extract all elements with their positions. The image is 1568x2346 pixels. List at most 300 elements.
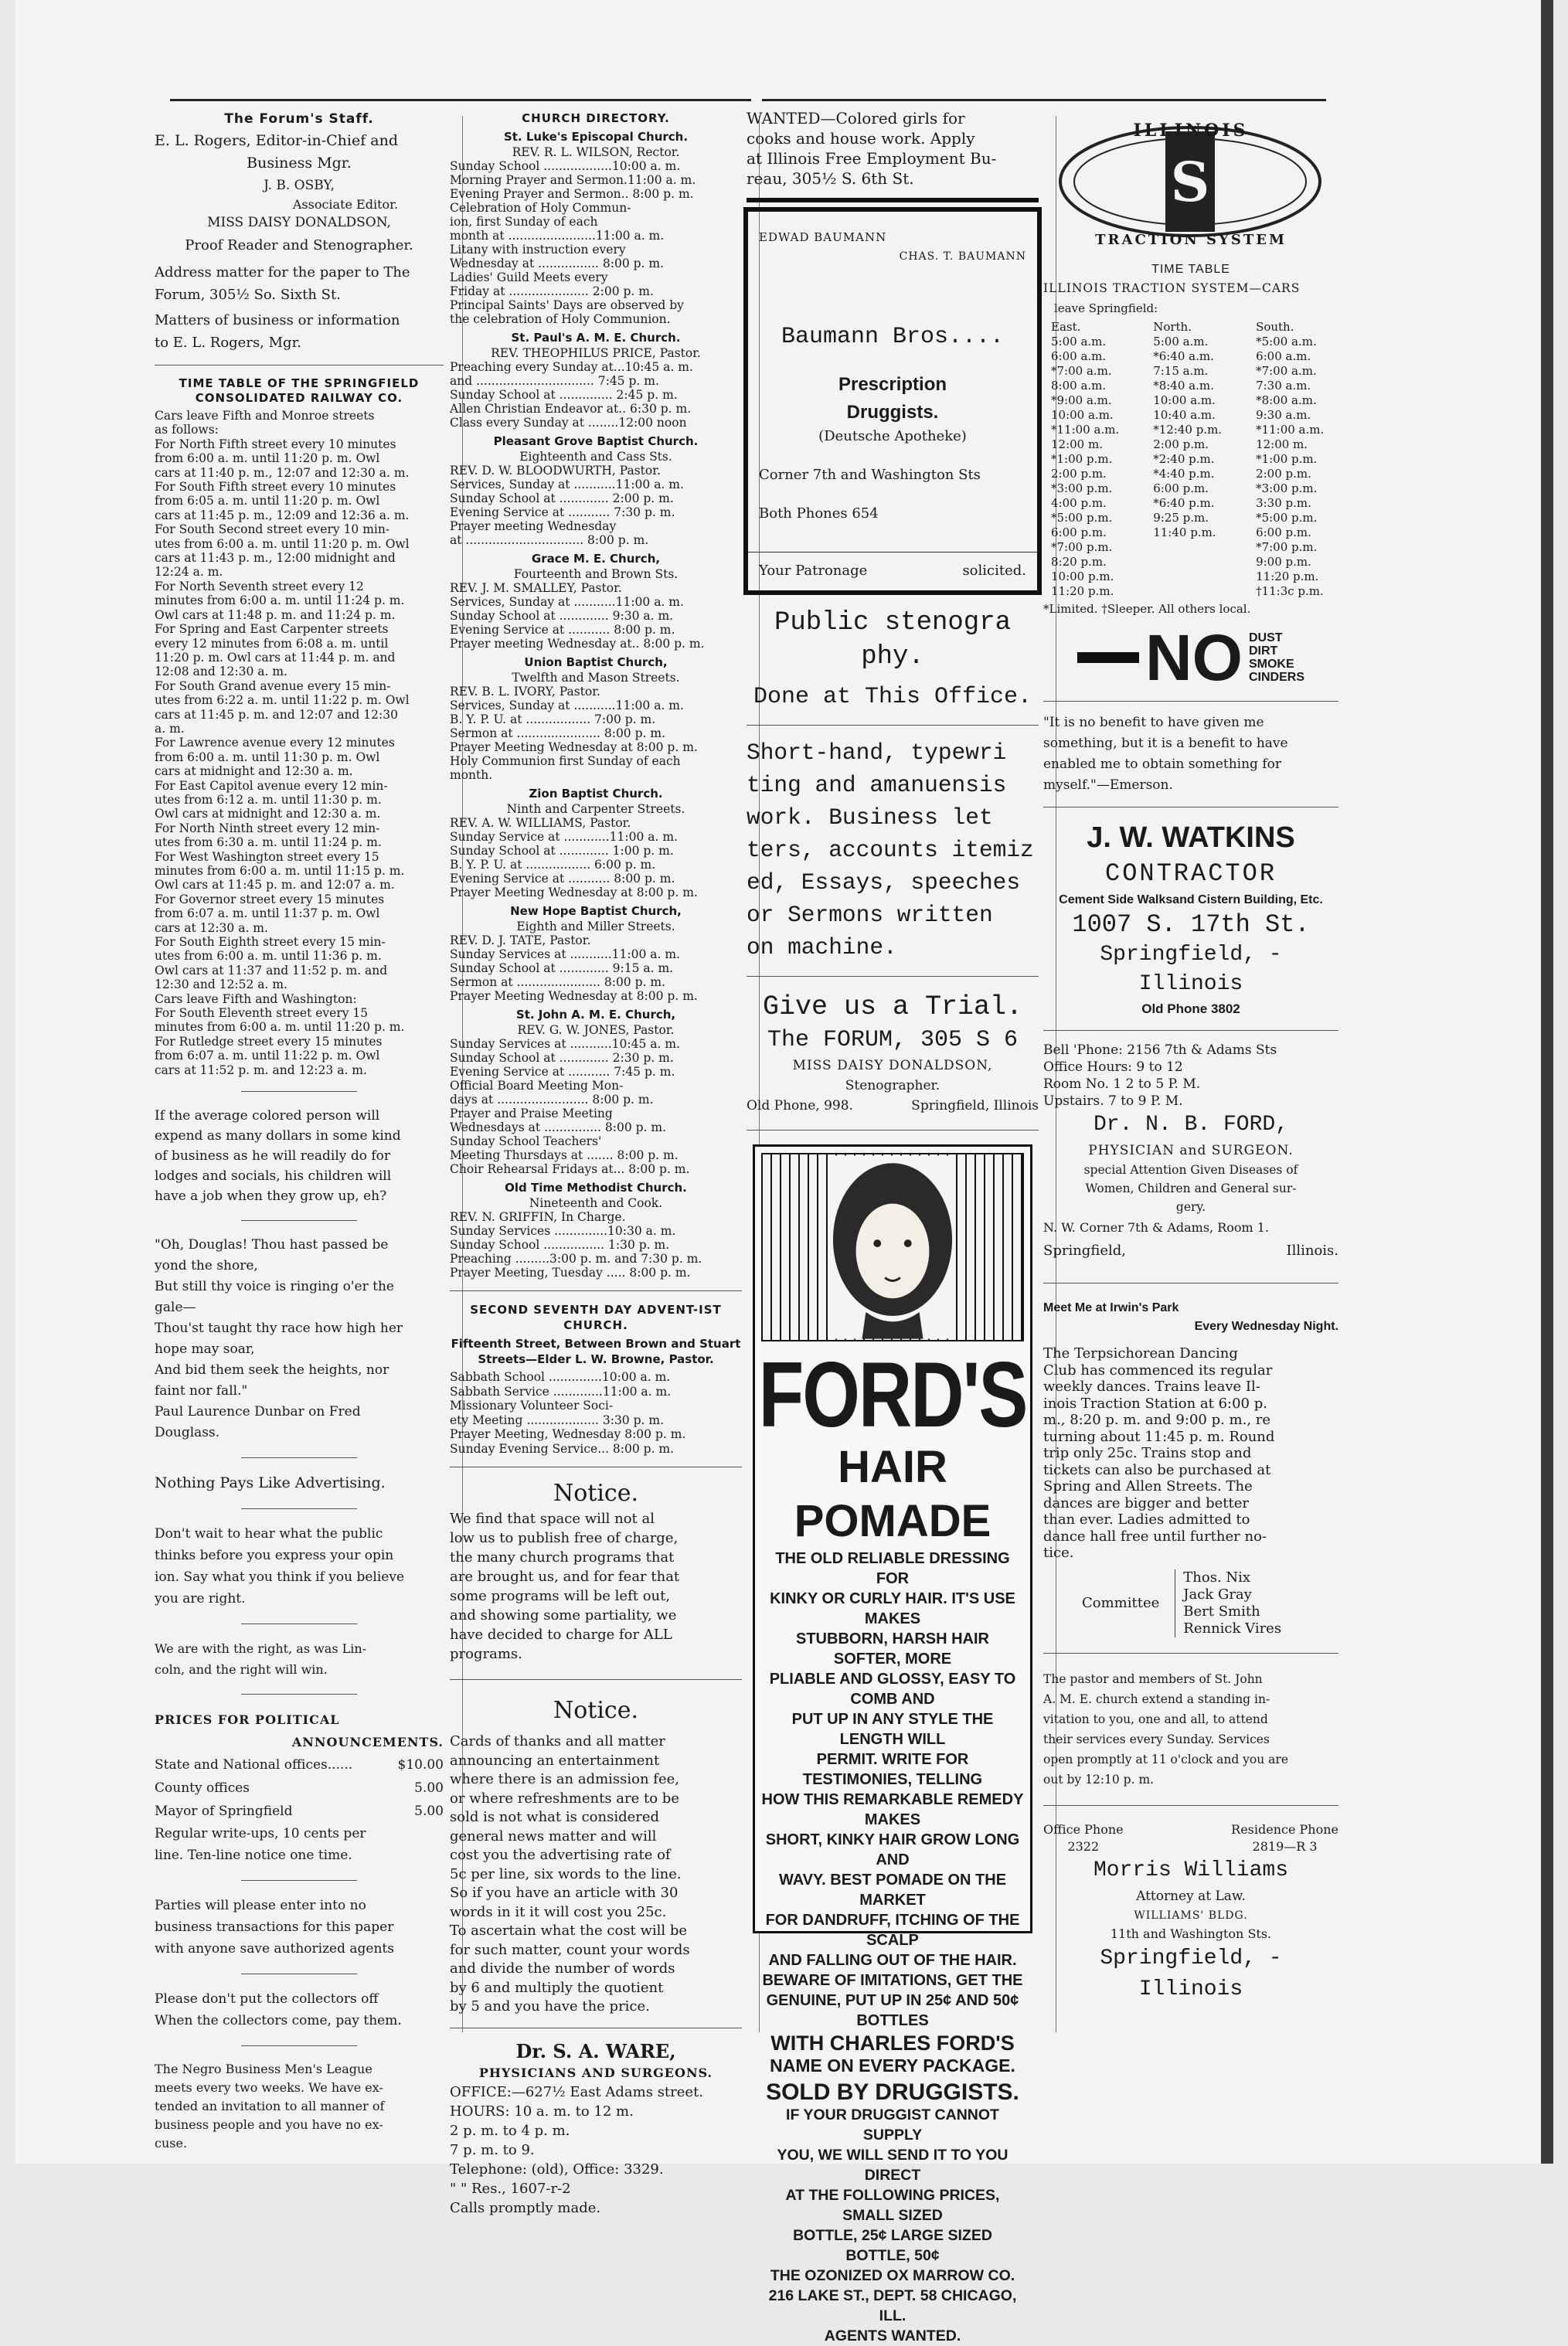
text-line: So if you have an article with 30 — [450, 1885, 679, 1901]
church-line: Prayer meeting Wednesday at.. 8:00 p. m. — [450, 637, 705, 651]
rail-lines — [155, 409, 444, 1077]
text-line: myself."—Emerson. — [1043, 777, 1173, 793]
rail-line: utes from 6:30 a. m. until 11:24 p. m. — [155, 835, 382, 850]
tt-cell: *3:00 p.m. — [1051, 481, 1113, 495]
church-line: month at .......................11:00 a. m. — [450, 229, 665, 243]
prices-list — [155, 1753, 444, 1823]
text-line: have a job when they grow up, eh? — [155, 1188, 387, 1205]
tt-cell: *6:40 a.m. — [1153, 349, 1214, 363]
tt-cell: *5:00 p.m. — [1051, 511, 1113, 525]
williams-bldg: WILLIAMS' BLDG. — [1134, 1909, 1248, 1922]
baumann-right: CHAS. T. BAUMANN — [899, 250, 1026, 263]
tt-cell: 5:00 a.m. — [1153, 335, 1209, 348]
tt-cell: 10:40 a.m. — [1153, 408, 1216, 422]
text-line: enabled me to obtain something for — [1043, 756, 1281, 772]
ford-city-row: Springfield, Illinois. — [1043, 1243, 1338, 1259]
text-line: PLIABLE AND GLOSSY, EASY TO COMB AND — [769, 1671, 1016, 1708]
divider — [747, 725, 1039, 726]
text-line: When the collectors come, pay them. — [155, 2013, 402, 2029]
text-line: vitation to you, one and all, to attend — [1043, 1712, 1268, 1726]
text-line: STUBBORN, HARSH HAIR SOFTER, MORE — [796, 1630, 989, 1668]
text-line: THE OLD RELIABLE DRESSING FOR — [775, 1550, 1010, 1587]
text-line: We find that space will not al — [450, 1511, 655, 1527]
st-john-notice — [1043, 1669, 1338, 1790]
text-line: BOTTLE, 25¢ LARGE SIZED BOTTLE, 50¢ — [793, 2227, 992, 2264]
girl-portrait-icon — [763, 1154, 1022, 1340]
text-line: THE OZONIZED OX MARROW CO. — [770, 2267, 1015, 2284]
steno-role: Stenographer. — [845, 1078, 940, 1093]
church-line: Sunday School at .............. 2:45 p. m. — [450, 388, 678, 402]
phone-row: Old Phone, 998. Springfield, Illinois — [747, 1098, 1039, 1114]
tt-cell: 6:00 p.m. — [1256, 525, 1311, 539]
text-line: line. Ten-line notice one time. — [155, 1848, 352, 1864]
text-line: Short-hand, typewri — [747, 740, 1007, 766]
text-line: To ascertain what the cost will be — [450, 1923, 688, 1939]
rail-line: cars at 12:30 a. m. — [155, 920, 268, 935]
price-label: Mayor of Springfield — [155, 1804, 293, 1820]
text-line: dances are bigger and better — [1043, 1494, 1250, 1511]
no-dust-ad — [1043, 621, 1338, 694]
church-line: Meeting Thursdays at ....... 8:00 p. m. — [450, 1148, 679, 1162]
church-line: Fourteenth and Brown Sts. — [513, 567, 679, 581]
text-line: words in it it will cost you 25c. — [450, 1903, 667, 1920]
text-line: Telephone: (old), Office: 3329. — [450, 2161, 664, 2178]
williams-addr: 11th and Washington Sts. — [1110, 1926, 1272, 1941]
divider — [241, 1508, 357, 1509]
poem-line: Douglass. — [155, 1425, 220, 1441]
rail-line: For Lawrence avenue every 12 minutes — [155, 736, 395, 750]
text-line: the many church programs that — [450, 1549, 675, 1566]
tt-row — [1048, 452, 1355, 467]
poem-line: "Oh, Douglas! Thou hast passed be — [155, 1237, 389, 1253]
tt-head: South. — [1256, 320, 1294, 334]
church-name: St. Paul's A. M. E. Church. — [511, 331, 681, 345]
text-line: If the average colored person will — [155, 1108, 380, 1124]
text-line: or Sermons written — [747, 902, 993, 928]
divider — [1043, 1805, 1338, 1806]
church-line: REV. D. J. TATE, Pastor. — [450, 933, 591, 947]
text-line: by 6 and multiply the quotient — [450, 1979, 664, 1996]
rail-line: For South Grand avenue every 15 min- — [155, 678, 391, 693]
text-line: SHORT, KINKY HAIR GROW LONG AND — [765, 1831, 1020, 1868]
rail-line: as follows: — [155, 423, 219, 437]
tt-cell: *11:00 a.m. — [1051, 423, 1120, 437]
tt-cell: 4:00 p.m. — [1051, 496, 1107, 510]
church-line: Class every Sunday at ........12:00 noon — [450, 416, 687, 430]
tt-cell: 7:30 a.m. — [1256, 379, 1311, 393]
text-line: 2 p. m. to 4 p. m. — [450, 2122, 570, 2139]
text-line: at Illinois Free Employment Bu- — [747, 149, 997, 168]
divider — [450, 1290, 742, 1291]
tt-row — [1048, 496, 1355, 511]
rail-line: utes from 6:22 a. m. until 11:22 p. m. Owl — [155, 693, 410, 708]
tt-row — [1048, 570, 1355, 584]
text-line: A. M. E. church extend a standing in- — [1043, 1692, 1270, 1706]
rail-line: For South Second street every 10 min- — [155, 522, 390, 537]
baumann-phone: Both Phones 654 — [759, 505, 879, 522]
church-line: Sunday School Teachers' — [450, 1134, 602, 1148]
tt-cell: 9:00 p.m. — [1256, 555, 1311, 569]
tt-cell: *9:00 a.m. — [1051, 393, 1112, 407]
rail-line: Owl cars at 11:45 p. m. and 12:07 a. m. — [155, 878, 395, 892]
church-line: REV. A. W. WILLIAMS, Pastor. — [450, 816, 631, 830]
tt-cell: *1:00 p.m. — [1051, 452, 1113, 466]
rail-line: 12:30 and 12:52 a. m. — [155, 978, 287, 992]
text-line: Calls promptly made. — [450, 2199, 601, 2216]
tt-cell: 6:00 a.m. — [1256, 349, 1311, 363]
church-line: Prayer Meeting Wednesday at 8:00 p. m. — [450, 989, 698, 1003]
church-line: REV. D. W. BLOODWURTH, Pastor. — [450, 464, 661, 478]
text-line: general news matter and will — [450, 1828, 657, 1844]
dont-wait — [155, 1523, 444, 1610]
church-line: days at ........................ 8:00 p. m. — [450, 1093, 654, 1107]
tt-cell: *5:00 a.m. — [1256, 335, 1317, 348]
top-rule-right — [762, 99, 1326, 101]
phones-row: Office Phone 2322 Residence Phone 2819—R 3 — [1043, 1821, 1338, 1854]
church-line: Principal Saints' Days are observed by — [450, 298, 684, 312]
rx-line-2: Druggists. — [846, 402, 939, 423]
church-line: Eighth and Miller Streets. — [516, 920, 675, 933]
tt-cell: 9:30 a.m. — [1256, 408, 1311, 422]
church-line: Sunday School at ............. 9:30 a. m. — [450, 609, 674, 623]
schedule-line: Sunday Evening Service... 8:00 p. m. — [450, 1441, 675, 1456]
rail-line: cars at 11:45 p. m. and 12:07 and 12:30 — [155, 707, 398, 722]
pomade-sub: HAIR POMADE — [794, 1442, 991, 1546]
text-line: HOW THIS REMARKABLE REMEDY MAKES — [761, 1791, 1024, 1828]
church-line: Prayer meeting Wednesday — [450, 519, 617, 533]
rail-line: Owl cars at 11:37 and 11:52 p. m. and — [155, 963, 388, 978]
text-line: with anyone save authorized agents — [155, 1941, 394, 1957]
tt-cell: †11:3c p.m. — [1256, 584, 1324, 598]
divider — [155, 365, 444, 366]
text-line: Upstairs. 7 to 9 P. M. — [1043, 1093, 1183, 1109]
tt-cell — [1150, 584, 1253, 599]
text-line: Regular write-ups, 10 cents per — [155, 1826, 366, 1842]
watkins-city: Springfield, - Illinois — [1100, 943, 1282, 996]
text-line: low us to publish free of charge, — [450, 1530, 679, 1546]
text-line: some programs will be left out, — [450, 1588, 671, 1604]
text-line: ters, accounts itemiz — [747, 837, 1034, 863]
tt-cell: 11:20 p.m. — [1256, 570, 1319, 583]
text-line: out by 12:10 p. m. — [1043, 1772, 1155, 1787]
church-line: REV. N. GRIFFIN, In Charge. — [450, 1210, 626, 1224]
pomade-body — [755, 1549, 1030, 2031]
text-line: Cards of thanks and all matter — [450, 1733, 665, 1749]
rail-line: For Spring and East Carpenter streets — [155, 622, 389, 637]
church-line: REV. G. W. JONES, Pastor. — [517, 1023, 675, 1037]
tt-cell: 11:40 p.m. — [1153, 525, 1216, 539]
staff-lines: E. L. Rogers, Editor-in-Chief and Business Mgr. — [155, 132, 399, 172]
church-line: Sunday School at ............. 2:30 p. m. — [450, 1051, 674, 1065]
no-words — [1249, 631, 1304, 684]
traction-logo — [1043, 108, 1338, 263]
daisy-role: Proof Reader and Stenographer. — [185, 237, 413, 253]
price-label: County offices — [155, 1780, 250, 1797]
poem-line: Thou'st taught thy race how high her — [155, 1321, 403, 1337]
notice-1-body — [450, 1509, 742, 1664]
poem-line: yond the shore, — [155, 1258, 258, 1274]
text-line: BEWARE OF IMITATIONS, GET THE — [762, 1972, 1023, 1989]
tt-cell: 6:00 p.m. — [1153, 481, 1209, 495]
church-line: Sunday School at ............. 9:15 a. m. — [450, 961, 674, 975]
text-line: The Negro Business Men's League — [155, 2062, 372, 2077]
text-line: dance hall free until further no- — [1043, 1528, 1267, 1545]
text-line: for such matter, count your words — [450, 1941, 690, 1958]
tt-row — [1048, 393, 1355, 408]
tt-cell: *1:00 p.m. — [1256, 452, 1318, 466]
tt-cell: 12:00 m. — [1256, 437, 1308, 451]
church-line: REV. B. L. IVORY, Pastor. — [450, 685, 600, 699]
heavy-rule — [747, 198, 1039, 202]
tt-cell: 6:00 a.m. — [1051, 349, 1107, 363]
church-line: Evening Prayer and Sermon.. 8:00 p. m. — [450, 187, 694, 201]
ford-name: Dr. N. B. FORD, — [1093, 1113, 1289, 1137]
text-line: "It is no benefit to have given me — [1043, 715, 1264, 730]
tt-cell: 8:00 a.m. — [1051, 379, 1107, 393]
tt-row — [1048, 364, 1355, 379]
poem-line: But still thy voice is ringing o'er the — [155, 1279, 394, 1295]
tt-leave: leave Springfield: — [1054, 301, 1158, 315]
tt-row — [1048, 467, 1355, 481]
tt-sub: ILLINOIS TRACTION SYSTEM—CARS — [1043, 281, 1301, 295]
text-line: ion. Say what you think if you believe — [155, 1569, 405, 1586]
league-notice — [155, 2060, 444, 2153]
church-line: Ninth and Carpenter Streets. — [506, 802, 685, 816]
daisy-name: MISS DAISY DONALDSON, — [792, 1058, 993, 1073]
traction-timetable — [1048, 320, 1355, 599]
schedule-line: Missionary Volunteer Soci- — [450, 1399, 614, 1413]
text-line: gery. — [1175, 1200, 1206, 1214]
terpsichorean-notice — [1043, 1345, 1338, 1562]
text-line: ed, Essays, speeches — [747, 869, 1021, 896]
divider — [1043, 807, 1338, 808]
committee-member: Rennick Vires — [1183, 1620, 1282, 1637]
church-line: Choir Rehearsal Fridays at... 8:00 p. m. — [450, 1162, 690, 1176]
rail-line: 12:08 and 12:30 a. m. — [155, 665, 287, 679]
text-line: Spring and Allen Streets. The — [1043, 1478, 1253, 1494]
text-line: WAVY. BEST POMADE ON THE MARKET — [778, 1872, 1007, 1909]
rail-line: Owl cars at midnight and 12:30 a. m. — [155, 807, 381, 821]
text-line: than ever. Ladies admitted to — [1043, 1511, 1250, 1528]
rail-line: For West Washington street every 15 — [155, 849, 379, 864]
price-value: $10.00 — [397, 1757, 444, 1773]
ford-role: PHYSICIAN and SURGEON. — [1088, 1143, 1294, 1158]
text-line: HOURS: 10 a. m. to 12 m. — [450, 2103, 634, 2120]
divider — [241, 1220, 357, 1221]
text-line: of business as he will readily do for — [155, 1148, 390, 1164]
rail-line: cars at 11:43 p. m., 12:00 midnight and — [155, 551, 396, 566]
notice-2-title: Notice. — [553, 1697, 639, 1724]
church-line: Twelfth and Mason Streets. — [512, 671, 680, 685]
divider — [450, 1679, 742, 1680]
church-line: Litany with instruction every — [450, 243, 626, 257]
schedule-line: Sabbath School ..............10:00 a. m. — [450, 1370, 671, 1384]
cement: Cement Side Walksand Cistern Building, Etc. — [1059, 893, 1323, 906]
church-line: Official Board Meeting Mon- — [450, 1079, 624, 1093]
committee-members — [1175, 1569, 1281, 1637]
rail-line: Cars leave Fifth and Monroe streets — [155, 409, 375, 423]
wanted-ad — [747, 108, 1039, 189]
advent-sub: Fifteenth Street, Between Brown and Stuart Streets—Elder L. W. Browne, Pastor. — [451, 1337, 741, 1366]
osby: J. B. OSBY, — [264, 178, 335, 193]
committee-label: Committee — [1082, 1595, 1160, 1611]
divider — [241, 2045, 357, 2046]
osby-role: Associate Editor. — [292, 197, 399, 212]
church-name: Grace M. E. Church, — [531, 552, 661, 566]
steno-2: phy. — [861, 642, 924, 672]
text-line: tickets can also be purchased at — [1043, 1461, 1271, 1478]
text-line: on machine. — [747, 934, 897, 960]
daisy: MISS DAISY DONALDSON, — [207, 215, 391, 230]
tt-cell: *6:40 p.m. — [1153, 496, 1215, 510]
rail-line: cars at 11:52 p. m. and 12:23 a. m. — [155, 1062, 367, 1077]
tt-cell: 2:00 p.m. — [1051, 467, 1107, 481]
patronage-left: Your Patronage — [759, 563, 868, 579]
baumann-address: Corner 7th and Washington Sts — [759, 467, 981, 483]
rail-line: minutes from 6:00 a. m. until 11:24 p. m. — [155, 593, 405, 608]
text-line: by 5 and you have the price. — [450, 1998, 650, 2014]
church-line: Prayer and Praise Meeting — [450, 1107, 613, 1120]
rail-line: 12:24 a. m. — [155, 565, 223, 580]
rail-line: from 6:07 a. m. until 11:37 p. m. Owl — [155, 906, 380, 921]
church-name: Pleasant Grove Baptist Church. — [493, 434, 699, 448]
patronage-right: solicited. — [962, 563, 1026, 579]
top-rule-left — [170, 99, 751, 101]
irwin-2: Every Wednesday Night. — [1194, 1320, 1338, 1333]
tt-cell: 10:00 a.m. — [1153, 393, 1216, 407]
rail-line: from 6:00 a. m. until 11:20 p. m. Owl — [155, 451, 380, 466]
text-line: programs. — [450, 1646, 522, 1662]
committee-member: Thos. Nix — [1183, 1569, 1251, 1586]
shorthand-ad — [747, 736, 1039, 964]
price-row — [155, 1753, 444, 1776]
emerson-quote — [1043, 712, 1338, 796]
church-name: Old Time Methodist Church. — [505, 1181, 687, 1195]
tt-cell: *7:00 p.m. — [1256, 540, 1318, 554]
text-line: YOU, WE WILL SEND IT TO YOU DIRECT — [777, 2147, 1008, 2184]
ware-sub: PHYSICIANS AND SURGEONS. — [478, 2065, 713, 2080]
text-line: are brought us, and for fear that — [450, 1569, 680, 1585]
rail-line: For North Seventh street every 12 — [155, 579, 364, 593]
notice-1-title: Notice. — [553, 1480, 639, 1507]
with-the-right — [155, 1638, 444, 1680]
poem-line: faint nor fall." — [155, 1383, 248, 1399]
church-line: Wednesday at ................ 8:00 p. m. — [450, 257, 665, 270]
text-line: where there is an admission fee, — [450, 1771, 679, 1787]
staff-title: The Forum's Staff. — [224, 111, 374, 127]
church-line: Preaching .........3:00 p. m. and 7:30 p. m. — [450, 1252, 702, 1266]
church-line: Evening Service at ........... 7:30 p. m. — [450, 505, 675, 519]
church-line: Sunday Services at ...........11:00 a. m. — [450, 947, 680, 961]
text-line: you are right. — [155, 1591, 246, 1607]
church-line: B. Y. P. U. at ................. 7:00 p. m. — [450, 712, 656, 726]
price-label: State and National offices...... — [155, 1757, 353, 1773]
text-line: AND FALLING OUT OF THE HAIR. — [768, 1952, 1017, 1969]
church-line: REV. THEOPHILUS PRICE, Pastor. — [491, 346, 701, 360]
church-line: at ............................... 8:00 p. m. — [450, 533, 649, 547]
committee-member: Bert Smith — [1183, 1603, 1260, 1620]
rail-title: TIME TABLE OF THE SPRINGFIELD CONSOLIDATED RAILWAY CO. — [179, 376, 420, 405]
tt-row — [1048, 584, 1355, 599]
church-name: St. John A. M. E. Church, — [515, 1008, 676, 1022]
irwin-1: Meet Me at Irwin's Park — [1043, 1301, 1179, 1314]
tt-row — [1048, 408, 1355, 423]
divider — [747, 976, 1039, 977]
text-line: business people and you have no ex- — [155, 2117, 383, 2133]
price-value: 5.00 — [414, 1780, 444, 1797]
text-line: ting and amanuensis — [747, 772, 1007, 798]
church-line: Evening Service at ........... 7:45 p. m. — [450, 1065, 675, 1079]
rail-line: minutes from 6:00 a. m. until 11:20 p. m. — [155, 1020, 405, 1035]
parties-notice — [155, 1895, 444, 1960]
text-line: Room No. 1 2 to 5 P. M. — [1043, 1076, 1201, 1092]
tt-cell: 2:00 p.m. — [1256, 467, 1311, 481]
church-line: ion, first Sunday of each — [450, 215, 598, 229]
church-line: Evening Service at ........... 8:00 p. m. — [450, 872, 675, 886]
text-line: PUT UP IN ANY STYLE THE LENGTH WILL — [791, 1711, 994, 1748]
text-line: Club has commenced its regular — [1043, 1362, 1273, 1379]
text-line: cuse. — [155, 2136, 188, 2151]
rail-line: For East Capitol avenue every 12 min- — [155, 778, 388, 793]
poem-line: hope may soar, — [155, 1341, 255, 1358]
pomade-with: WITH CHARLES FORD'S — [770, 2032, 1015, 2055]
church-line: Services, Sunday at ...........11:00 a. m. — [450, 478, 684, 491]
no-word: CINDERS — [1248, 671, 1304, 684]
text-line: business transactions for this paper — [155, 1919, 394, 1936]
text-line: AGENTS WANTED. — [824, 2327, 961, 2344]
no-word: DUST — [1248, 631, 1283, 644]
collectors-notice — [155, 1988, 444, 2032]
church-line: Nineteenth and Cook. — [529, 1196, 663, 1210]
steno-1: Public stenogra — [774, 608, 1012, 638]
schedule-line: Sabbath Service .............11:00 a. m. — [450, 1384, 672, 1399]
tt-row — [1048, 511, 1355, 525]
church-list — [450, 130, 742, 1280]
ware-name: Dr. S. A. WARE, — [515, 2039, 676, 2062]
tt-cell: *3:00 p.m. — [1256, 481, 1318, 495]
rail-line: cars at 11:40 p. m., 12:07 and 12:30 a. m. — [155, 465, 410, 480]
text-line: turning about 11:45 p. m. Round — [1043, 1428, 1275, 1445]
text-line: " " Res., 1607-r-2 — [450, 2180, 571, 2197]
text-line: have decided to charge for ALL — [450, 1627, 672, 1643]
text-line: Women, Children and General sur- — [1085, 1182, 1297, 1195]
text-line: m., 8:20 p. m. and 9:00 p. m., re — [1043, 1412, 1271, 1428]
watkins-street: 1007 S. 17th St. — [1072, 910, 1310, 939]
church-line: Friday at ..................... 2:00 p. m. — [450, 284, 654, 298]
tt-cell: 12:00 m. — [1051, 437, 1103, 451]
logo-top: ILLINOIS — [1133, 121, 1249, 141]
text-line: sold is not what is considered — [450, 1809, 660, 1825]
schedule-line: Prayer Meeting, Wednesday 8:00 p. m. — [450, 1427, 686, 1441]
text-line: something, but it is a benefit to have — [1043, 736, 1288, 751]
rail-line: every 12 minutes from 6:08 a. m. until — [155, 636, 389, 651]
text-line: trip only 25c. Trains stop and — [1043, 1445, 1252, 1461]
church-line: Sunday School at ............. 2:00 p. m. — [450, 491, 674, 505]
no-big: NO — [1145, 621, 1243, 694]
price-row — [155, 1776, 444, 1800]
text-line: reau, 305½ S. 6th St. — [747, 169, 914, 188]
pomade-name: NAME ON EVERY PACKAGE. — [770, 2055, 1015, 2076]
church-line: Evening Service at ........... 8:00 p. m. — [450, 623, 675, 637]
church-line: the celebration of Holy Communion. — [450, 312, 671, 326]
williams-name: Morris Williams — [1093, 1858, 1289, 1882]
logo-bottom: TRACTION SYSTEM — [1095, 232, 1287, 248]
rx-line-3: (Deutsche Apotheke) — [818, 428, 967, 444]
williams-atty: Attorney at Law. — [1136, 1888, 1246, 1904]
prices-title: PRICES FOR POLITICAL — [155, 1712, 340, 1728]
tt-cell: 6:00 p.m. — [1051, 525, 1107, 539]
church-line: Services, Sunday at ...........11:00 a. m. — [450, 699, 684, 712]
